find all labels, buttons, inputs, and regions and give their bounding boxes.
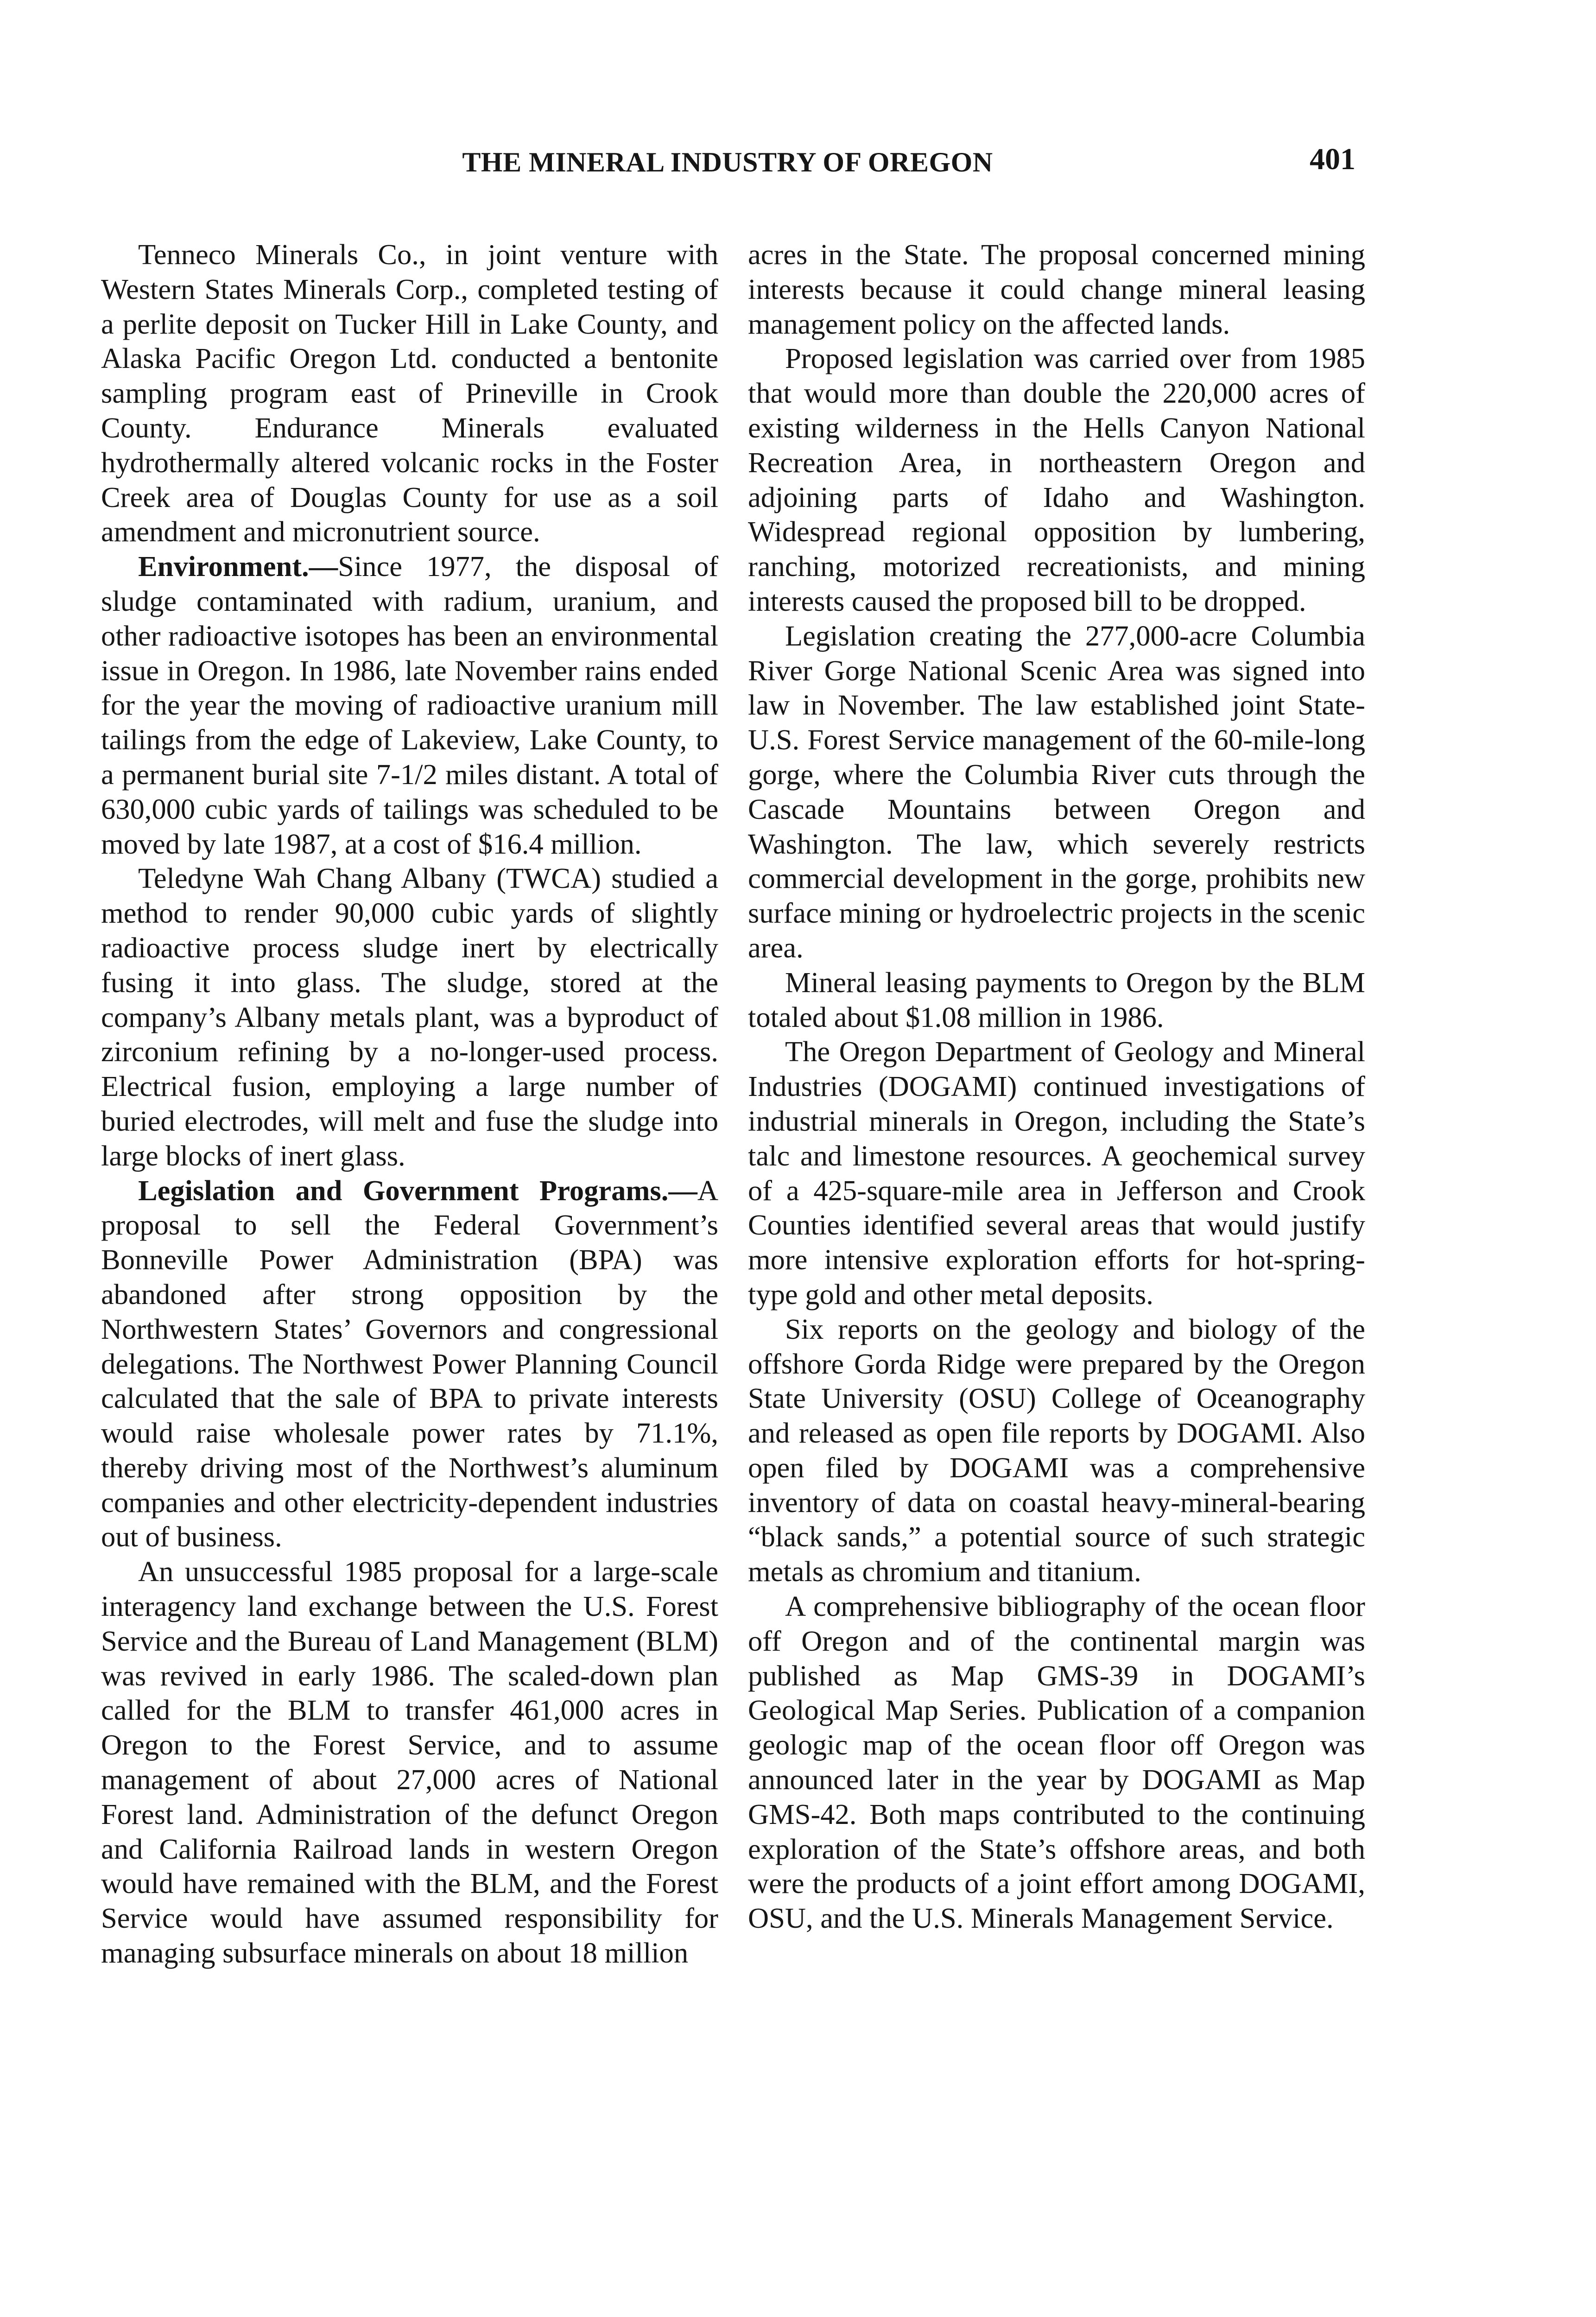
paragraph-hells-canyon: Proposed legislation was carried over from 1985 that would more than double the 220,000 acres of existing wilderness in the Hells Canyon National Recreation Area, in northeastern Oregon and adjoining parts of Idaho and Washington. Widespread regional opposition by lumbering, ranching, motorized recreationists, and mining interests caused the proposed bill to be dropped. [748,342,1365,617]
paragraph-environment-text: Since 1977, the disposal of sludge contaminated with radium, uranium, and other radioactive isotopes has been an environmental issue in Oregon. In 1986, late November rains ended for the year the moving of radioactive uranium mill tailings from the edge of Lakeview, Lake County, to a permanent burial site 7-1/2 miles distant. A total of 630,000 cubic yards of tailings was scheduled to be moved by late 1987, at a cost of $16.4 million. [101,550,718,860]
paragraph-land-exchange-continued: acres in the State. The proposal concerned mining interests because it could change mineral leasing management policy on the affected lands. [748,238,1365,340]
paragraph-legislation-text: A proposal to sell the Federal Government’s Bonneville Power Administration (BPA) was abandoned after strong opposition by the Northwestern States’ Governors and congressional delegations. The Northwest Power Planning Council calculated that the sale of BPA to private interests would raise wholesale power rates by 71.1%, thereby driving most of the Northwest’s aluminum companies and other electricity-dependent industries out of business. [101,1174,718,1553]
paragraph-columbia-gorge: Legislation creating the 277,000-acre Columbia River Gorge National Scenic Area was signed into law in November. The law established joint State-U.S. Forest Service management of the 60-mile-long gorge, where the Columbia River cuts through the Cascade Mountains between Oregon and Washington. The law, which severely restricts commercial development in the gorge, prohibits new surface mining or hydroelectric projects in the scenic area. [748,619,1365,964]
section-heading-legislation: Legislation and Government Programs.— [138,1174,697,1207]
paragraph-dogami-investigations: The Oregon Department of Geology and Mineral Industries (DOGAMI) continued investigations of industrial minerals in Oregon, including the State’s talc and limestone resources. A geochemical survey of a 425-square-mile area in Jefferson and Crook Counties identified several areas that would justify more intensive exploration efforts for hot-spring-type gold and other metal deposits. [748,1035,1365,1310]
section-heading-environment: Environment.— [138,550,338,583]
running-head: THE MINERAL INDUSTRY OF OREGON [462,147,993,177]
paragraph-twca: Teledyne Wah Chang Albany (TWCA) studied a method to render 90,000 cubic yards of slightly radioactive process sludge inert by electrically fusing it into glass. The sludge, stored at the company’s Albany metals plant, was a byproduct of zirconium refining by a no-longer-used process. Electrical fusion, employing a large number of buried electrodes, will melt and fuse the sludge into large blocks of inert glass. [101,862,718,1172]
paragraph-leasing-payments: Mineral leasing payments to Oregon by the BLM totaled about $1.08 million in 1986. [748,966,1365,1033]
paragraph-gorda-ridge: Six reports on the geology and biology of the offshore Gorda Ridge were prepared by the Oregon State University (OSU) College of Oceanography and released as open file reports by DOGAMI. Also open filed by DOGAMI was a comprehensive inventory of data on coastal heavy-mineral-bearing “black sands,” a potential source of such strategic metals as chromium and titanium. [748,1312,1365,1588]
left-column [101,237,718,1970]
paragraph-mining-exploration: Tenneco Minerals Co., in joint venture with Western States Minerals Corp., completed testing of a perlite deposit on Tucker Hill in Lake County, and Alaska Pacific Oregon Ltd. conducted a bentonite sampling program east of Prineville in Crook County. Endurance Minerals evaluated hydrothermally altered volcanic rocks in the Foster Creek area of Douglas County for use as a soil amendment and micronutrient source. [101,238,718,548]
right-column [748,237,1365,1936]
paragraph-bibliography: A comprehensive bibliography of the ocean floor off Oregon and of the continental margin was published as Map GMS-39 in DOGAMI’s Geological Map Series. Publication of a companion geologic map of the ocean floor off Oregon was announced later in the year by DOGAMI as Map GMS-42. Both maps contributed to the continuing exploration of the State’s offshore areas, and both were the products of a joint effort among DOGAMI, OSU, and the U.S. Minerals Management Service. [748,1590,1365,1935]
paragraph-land-exchange: An unsuccessful 1985 proposal for a large-scale interagency land exchange between the U.S. Forest Service and the Bureau of Land Management (BLM) was revived in early 1986. The scaled-down plan called for the BLM to transfer 461,000 acres in Oregon to the Forest Service, and to assume management of about 27,000 acres of National Forest land. Administration of the defunct Oregon and California Railroad lands in western Oregon would have remained with the BLM, and the Forest Service would have assumed responsibility for managing subsurface minerals on about 18 million [101,1555,718,1969]
paragraph-environment [101,549,718,861]
page-number: 401 [1310,142,1355,176]
paragraph-legislation [101,1173,718,1555]
